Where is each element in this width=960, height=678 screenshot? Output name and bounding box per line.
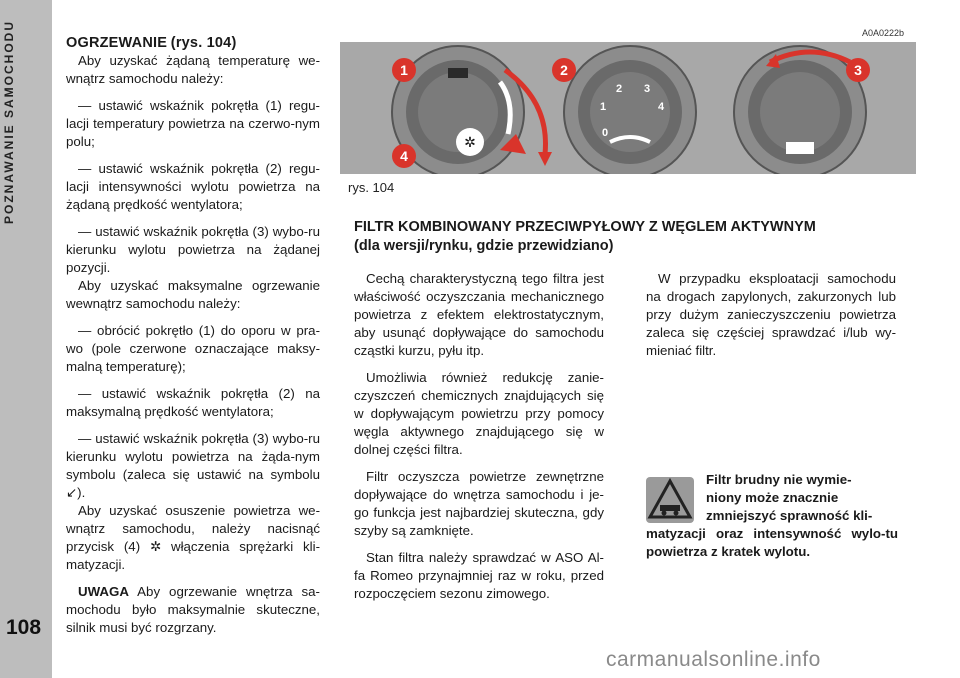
filter-paragraph: Umożliwia również redukcję zanie-czyszczeń chemicznych znajdujących się w dopływającym powietrzu przy pomocy węgla aktywnego znajdującego się w dolnej części filtra.	[354, 370, 604, 457]
heating-title-ref: (rys. 104)	[170, 35, 237, 51]
note-text: Aby ogrzewanie wnętrza sa-mochodu było maksymalnie skuteczne, silnik musi być rozgrzany.	[66, 584, 320, 635]
badge-2: 2	[560, 62, 568, 78]
heating-paragraph: Aby uzyskać osuszenie powietrza we-wnątrz samochodu, należy nacisnąć przycisk (4) ✲ włączenia sprężarki kli-matyzacji.	[66, 503, 320, 572]
fan-scale-0: 0	[602, 127, 609, 139]
figure-code: A0A0222b	[862, 28, 905, 38]
watermark: carmanualsonline.info	[606, 648, 821, 671]
air-direction-knob	[734, 46, 866, 174]
badge-1: 1	[400, 62, 408, 78]
filter-paragraph: Cechą charakterystyczną tego filtra jest właściwość oczyszczania mechanicznego powietrza z efektem elektrostatycznym, aby usunąć dopływające do samochodu cząstki kurzu, pyłu itp.	[354, 271, 604, 358]
warning-text	[646, 471, 898, 561]
heating-note	[66, 583, 320, 637]
section-title: POZNAWANIE SAMOCHODU	[2, 20, 16, 225]
fan-scale-4: 4	[658, 101, 665, 113]
filter-paragraph: Stan filtra należy sprawdzać w ASO Al-fa Romeo przynajmniej raz w roku, przed rozpoczęciem sezonu zimowego.	[354, 550, 604, 601]
heating-step: — ustawić wskaźnik pokrętła (2) na maksymalną prędkość wentylatora;	[66, 386, 320, 419]
filter-subtitle: (dla wersji/rynku, gdzie przewidziano)	[354, 238, 614, 254]
fan-scale-3: 3	[644, 83, 651, 95]
filter-column-left	[354, 270, 604, 603]
fan-scale-2: 2	[616, 83, 623, 95]
climate-panel-illustration	[340, 42, 916, 174]
page-number: 108	[6, 616, 42, 639]
note-label: UWAGA	[78, 584, 129, 599]
badge-3: 3	[854, 62, 862, 78]
warning-line: Filtr brudny nie wymie-	[706, 472, 852, 487]
heating-step: — ustawić wskaźnik pokrętła (1) regu-lacji temperatury powietrza na czerwo-nym polu;	[66, 98, 320, 149]
heating-paragraph: Aby uzyskać żądaną temperaturę we-wnątrz samochodu należy:	[66, 53, 320, 86]
climate-control-figure	[340, 42, 916, 174]
warning-line: matyzacji oraz intensywność wylo-tu powietrza z kratek wylotu.	[646, 526, 898, 559]
warning-line: niony może znacznie	[706, 490, 839, 505]
ac-snowflake-icon: ✲	[464, 134, 476, 150]
filter-title: FILTR KOMBINOWANY PRZECIWPYŁOWY Z WĘGLEM AKTYWNYM	[354, 219, 816, 235]
filter-column-right	[646, 270, 896, 360]
badge-4: 4	[400, 148, 408, 164]
heating-step: — ustawić wskaźnik pokrętła (3) wybo-ru kierunku wylotu powietrza na żąda-nym symbolu (zaleca się ustawić na symbolu ↙).	[66, 431, 320, 500]
warning-line: zmniejszyć sprawność kli-	[706, 508, 873, 523]
figure-caption: rys. 104	[348, 180, 395, 195]
filter-paragraph: Filtr oczyszcza powietrze zewnętrzne dopływające do wnętrza samochodu i je-go funkcja jest najbardziej skuteczna, gdy szyby są zamknięte.	[354, 469, 604, 538]
heating-step: — ustawić wskaźnik pokrętła (2) regu-lacji intensywności wylotu powietrza na żądaną prędkość wentylatora;	[66, 161, 320, 212]
fan-speed-knob	[564, 46, 696, 174]
filter-section-title	[354, 218, 914, 256]
heating-title: OGRZEWANIE	[66, 35, 168, 51]
heating-paragraph: Aby uzyskać maksymalne ogrzewanie wewnątrz samochodu należy:	[66, 278, 320, 311]
heating-step: — obrócić pokrętło (1) do oporu w pra-wo (pole czerwone oznaczające maksy-malną temperaturę);	[66, 323, 320, 374]
fan-scale-1: 1	[600, 101, 607, 113]
heating-step: — ustawić wskaźnik pokrętła (3) wybo-ru kierunku wylotu powietrza na żądanej pozycji.	[66, 224, 320, 275]
heating-section	[66, 34, 320, 637]
filter-paragraph: W przypadku eksploatacji samochodu na drogach zapylonych, zakurzonych lub przy dużym zanieczyszczeniu powietrza zaleca się częściej sprawdzać i/lub wy-mieniać filtr.	[646, 271, 896, 358]
